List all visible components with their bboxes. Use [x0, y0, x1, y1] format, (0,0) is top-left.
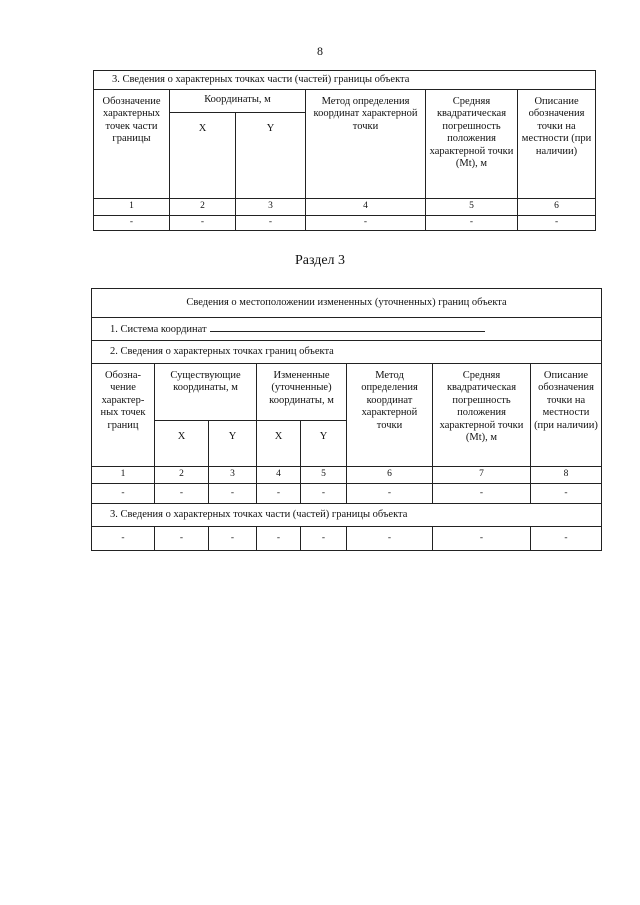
table-cell: - [306, 216, 426, 231]
table-cell: - [433, 484, 531, 504]
col-header-coordinates: Координаты, м [170, 90, 306, 113]
col-header-x: X [155, 421, 209, 467]
table-cell: - [257, 484, 301, 504]
col-header-error: Средняя квадратическая погрешность положения характерной точки (Mt), м [426, 90, 518, 199]
table-cell: - [236, 216, 306, 231]
table-cell: - [531, 527, 602, 551]
subsection-caption: 3. Сведения о характерных точках части (частей) границы объекта [92, 504, 602, 527]
column-number: 5 [301, 467, 347, 484]
table-cell: - [155, 484, 209, 504]
col-header-error: Средняя квадратическая погрешность положения характерной точки (Mt), м [433, 364, 531, 467]
col-header-x: X [257, 421, 301, 467]
table-cell: - [301, 527, 347, 551]
table-cell: - [155, 527, 209, 551]
column-number: 4 [306, 199, 426, 216]
section-title: Раздел 3 [294, 253, 346, 268]
column-number: 1 [94, 199, 170, 216]
col-header-x: X [170, 113, 236, 199]
table-cell: - [301, 484, 347, 504]
col-header-method: Метод определения координат характерной точки [347, 364, 433, 467]
table-row [94, 216, 596, 231]
col-header-y: Y [209, 421, 257, 467]
col-header-method: Метод определения координат характерной точки [306, 90, 426, 199]
col-header-designation: Обозначение характерных точек части границы [94, 90, 170, 199]
table-cell: - [209, 527, 257, 551]
table-cell: - [347, 527, 433, 551]
col-header-description: Описание обозначения точки на местности (при наличии) [518, 90, 596, 199]
column-number: 6 [518, 199, 596, 216]
table-cell: - [347, 484, 433, 504]
col-header-changed-coordinates: Измененные (уточненные) координаты, м [257, 364, 347, 421]
table-cell: - [170, 216, 236, 231]
table-title: Сведения о местоположении измененных (уточненных) границ объекта [92, 289, 602, 318]
column-number: 4 [257, 467, 301, 484]
column-numbers-row [92, 467, 602, 484]
column-number: 8 [531, 467, 602, 484]
table-cell: - [518, 216, 596, 231]
table-cell: - [433, 527, 531, 551]
col-header-designation: Обозна-чение характер-ных точек границ [92, 364, 155, 467]
table-cell: - [531, 484, 602, 504]
column-number: 2 [155, 467, 209, 484]
col-header-y: Y [301, 421, 347, 467]
table-cell: - [426, 216, 518, 231]
changed-boundaries-table [91, 288, 602, 551]
table-cell: - [92, 484, 155, 504]
column-number: 7 [433, 467, 531, 484]
column-number: 3 [209, 467, 257, 484]
table-row [92, 527, 602, 551]
column-numbers-row [94, 199, 596, 216]
coordinate-system-row [92, 318, 602, 341]
column-number: 1 [92, 467, 155, 484]
column-number: 6 [347, 467, 433, 484]
coordinate-system-label: 1. Система координат [110, 324, 207, 336]
subsection-caption: 2. Сведения о характерных точках границ объекта [92, 341, 602, 364]
page-number: 8 [317, 44, 323, 58]
table-cell: - [257, 527, 301, 551]
table-cell: - [209, 484, 257, 504]
column-number: 3 [236, 199, 306, 216]
parts-points-table [93, 70, 596, 231]
table-cell: - [92, 527, 155, 551]
column-number: 2 [170, 199, 236, 216]
table-cell: - [94, 216, 170, 231]
table-caption: 3. Сведения о характерных точках части (частей) границы объекта [94, 71, 596, 90]
col-header-existing-coordinates: Существующие координаты, м [155, 364, 257, 421]
coordinate-system-blank [210, 321, 485, 332]
column-number: 5 [426, 199, 518, 216]
col-header-description: Описание обозначения точки на местности (при наличии) [531, 364, 602, 467]
col-header-y: Y [236, 113, 306, 199]
table-row [92, 484, 602, 504]
